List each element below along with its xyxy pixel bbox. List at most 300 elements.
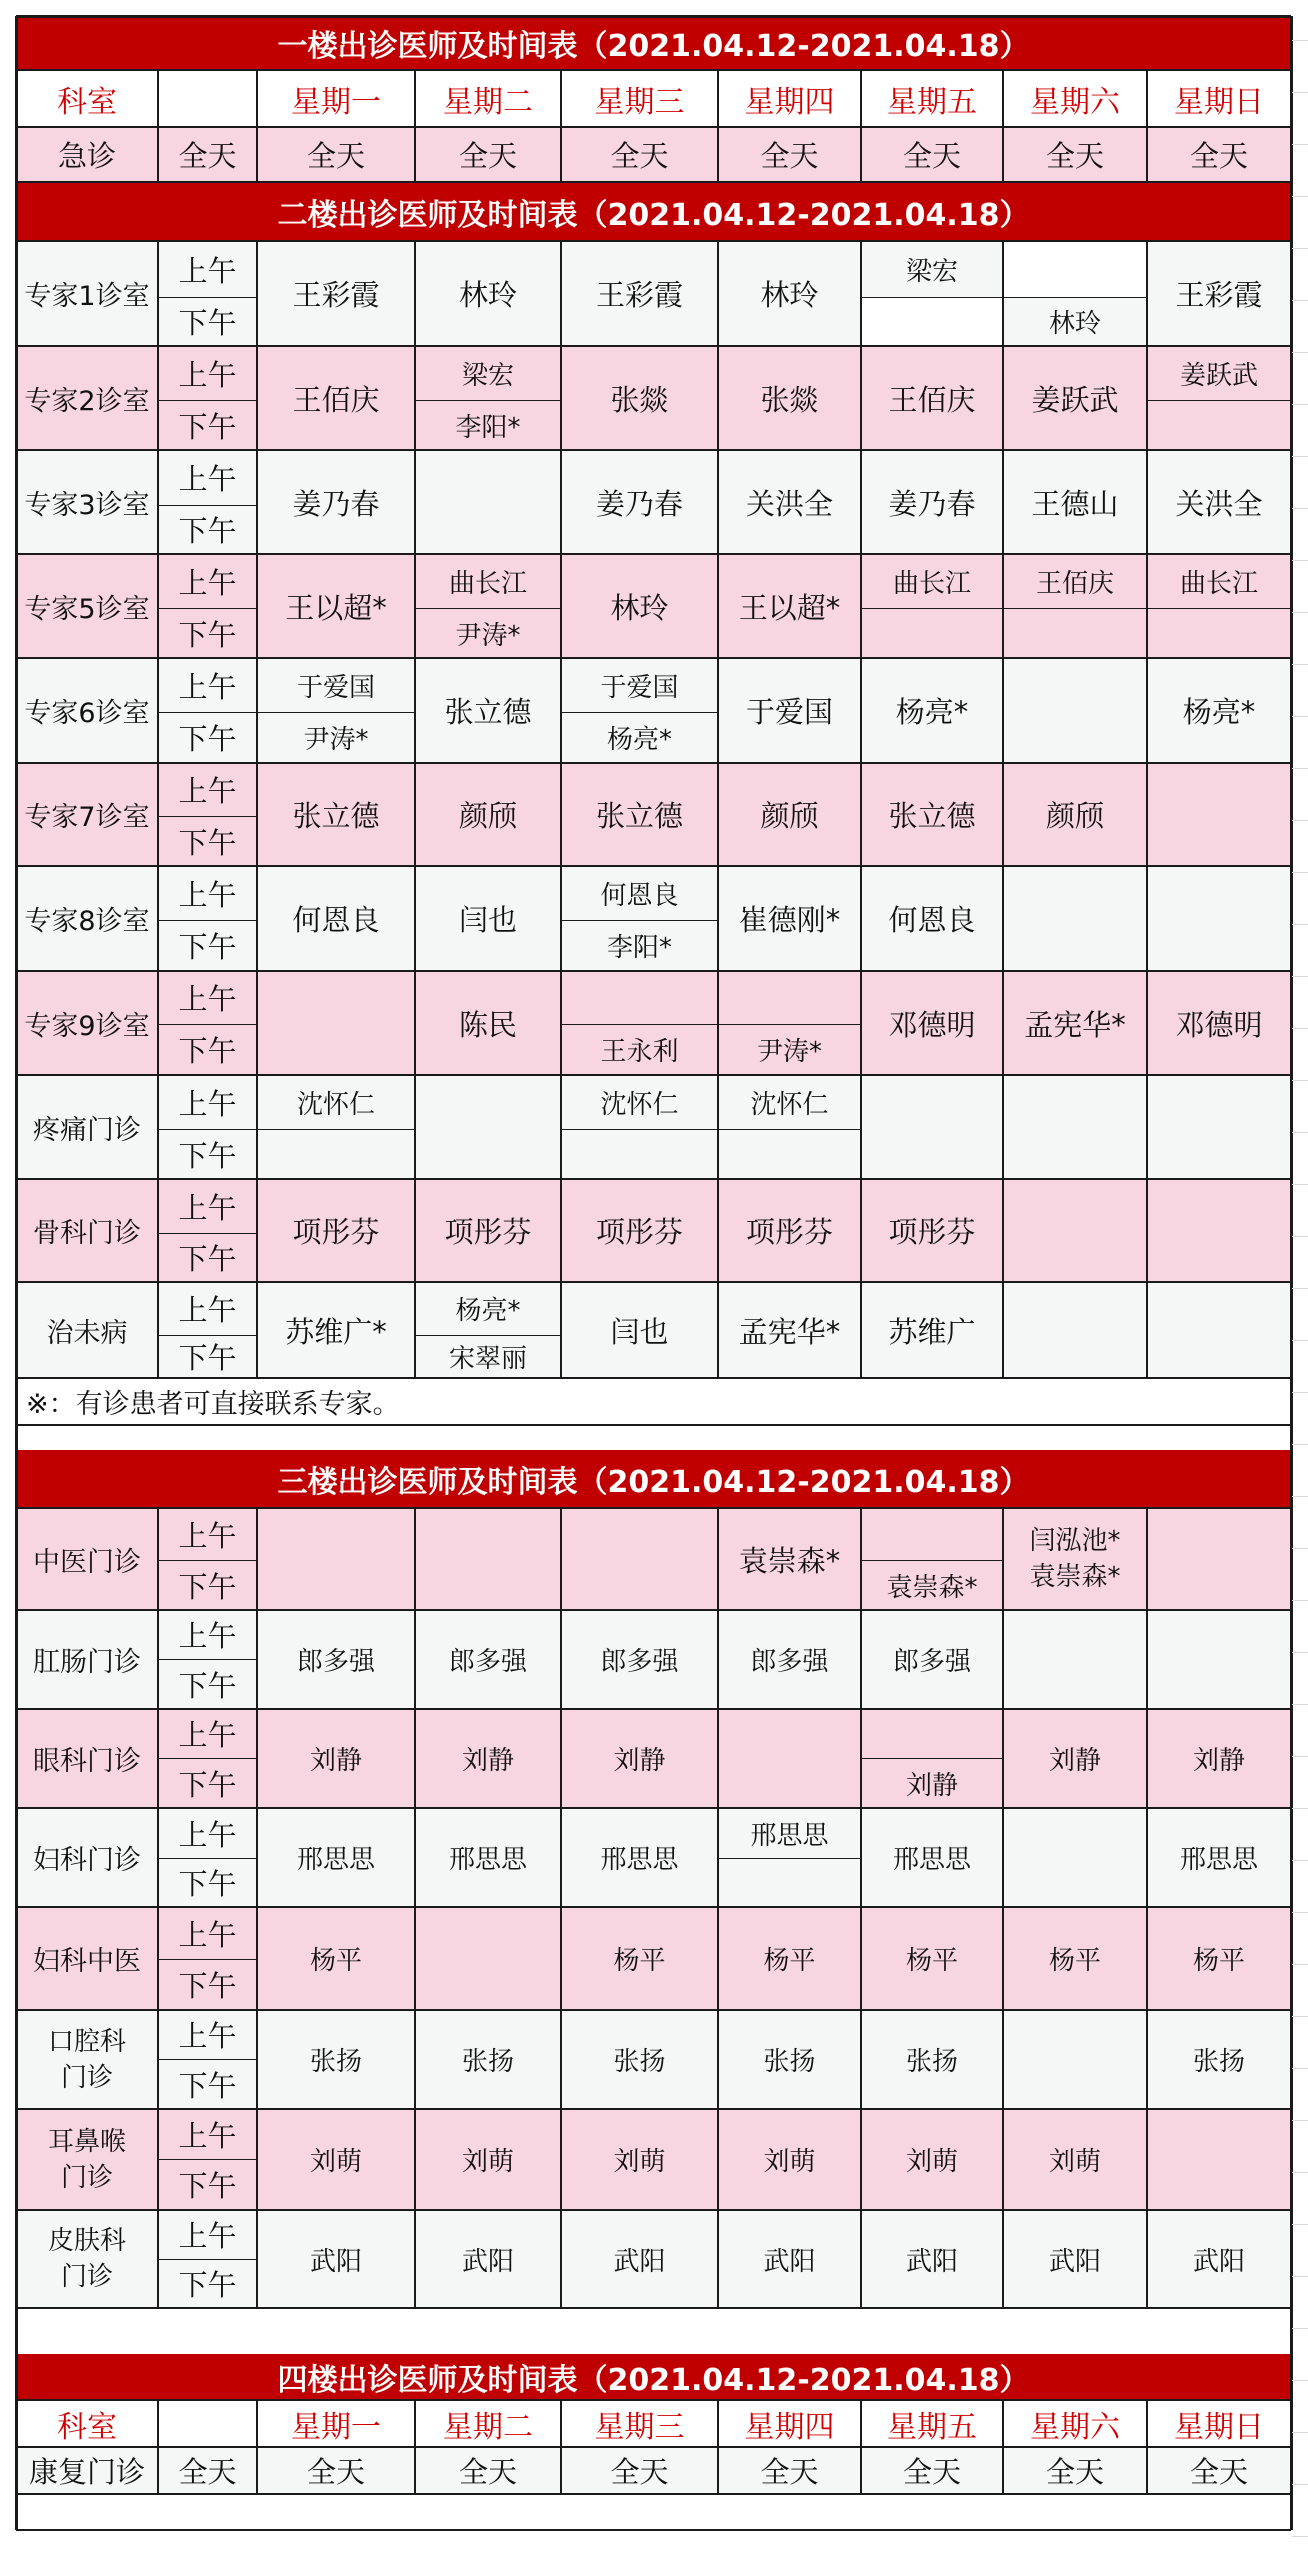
floor2-dept-4: 专家6诊室 [16,658,158,763]
grid-line-v [157,1508,159,1610]
floor2-dept-1: 专家2诊室 [16,346,158,450]
floor1-header-5: 星期四 [718,70,861,127]
floor2-cell-5-1-f: 颜颀 [415,763,561,866]
floor2-cell-3-5-a: 王佰庆 [1003,554,1147,608]
grid-line-h [158,712,257,713]
floor2-cell-10-4-f: 苏维广 [861,1282,1003,1378]
sheet-gridline [1292,820,1308,821]
grid-line-v [414,1907,416,2010]
floor2-cell-0-3-f: 林玲 [718,241,861,346]
grid-line-v [256,1709,258,1808]
grid-line-v [1002,866,1004,971]
floor2-cell-8-5-f [1003,1075,1147,1179]
floor3-pm-1: 下午 [158,1659,257,1709]
floor2-pm-9: 下午 [158,1233,257,1282]
grid-line-v [157,346,159,450]
grid-line-v [157,2010,159,2109]
floor3-cell-0-3-f: 袁崇森* [718,1508,861,1610]
floor2-cell-2-5-f: 王德山 [1003,450,1147,554]
floor3-cell-1-2-f: 郎多强 [561,1610,718,1709]
grid-line-v [414,658,416,763]
grid-line-v [1002,1907,1004,2010]
grid-line-v [414,241,416,346]
floor1-day-1: 全天 [415,127,561,182]
floor2-cell-4-2-a: 于爱国 [561,658,718,712]
floor2-cell-8-1-f [415,1075,561,1179]
sheet-gridline [1292,872,1308,873]
floor2-dept-10: 治未病 [16,1282,158,1378]
floor3-cell-1-4-f: 郎多强 [861,1610,1003,1709]
grid-line-h [1147,400,1291,401]
grid-line-h [158,1858,257,1859]
floor2-cell-10-0-f: 苏维广* [257,1282,415,1378]
sheet-gridline [1292,1392,1308,1393]
grid-line-h [415,608,561,609]
grid-line-v [414,2400,416,2494]
grid-line-h [16,2446,1291,2448]
floor2-cell-6-1-f: 闫也 [415,866,561,971]
grid-line-v [560,1610,562,1709]
floor2-cell-0-0-f: 王彩霞 [257,241,415,346]
sheet-gridline [1292,2120,1308,2121]
floor3-cell-0-2-f [561,1508,718,1610]
sheet-gridline [1292,2224,1308,2225]
floor2-cell-0-5-p: 林玲 [1003,297,1147,346]
grid-line-v [1002,2400,1004,2494]
grid-line-v [1002,1610,1004,1709]
grid-line-v [717,70,719,182]
floor4-period: 全天 [158,2447,257,2494]
floor1-day-6: 全天 [1147,127,1291,182]
floor3-cell-0-5-f: 闫泓池* 袁崇森* [1003,1508,1147,1610]
grid-line-v [860,1709,862,1808]
grid-line-h [158,2159,257,2160]
grid-line-v [1146,1808,1148,1907]
sheet-gridline [1292,196,1308,197]
sheet-gridline [1292,508,1308,509]
grid-line-h [16,15,1291,18]
grid-line-v [860,2010,862,2109]
grid-line-h [16,240,1291,242]
grid-line-v [256,554,258,658]
grid-line-v [860,241,862,346]
floor2-cell-1-5-f: 姜跃武 [1003,346,1147,450]
floor2-cell-7-1-f: 陈民 [415,971,561,1075]
grid-line-h [561,1129,718,1130]
floor1-header-2: 星期一 [257,70,415,127]
grid-line-h [415,1335,561,1336]
grid-line-v [256,2010,258,2109]
floor3-cell-3-3-a: 邢思思 [718,1808,861,1858]
grid-line-v [1146,1508,1148,1610]
floor4-header-7: 星期六 [1003,2400,1147,2447]
grid-line-v [560,1075,562,1179]
floor2-dept-7: 专家9诊室 [16,971,158,1075]
grid-line-v [860,1508,862,1610]
sheet-gridline [1292,716,1308,717]
floor3-title: 三楼出诊医师及时间表（2021.04.12-2021.04.18） [16,1450,1291,1508]
grid-line-v [1002,2109,1004,2210]
floor2-spacer [16,1425,1291,1450]
floor2-note: ※：有诊患者可直接联系专家。 [16,1378,1291,1425]
grid-line-v [1002,450,1004,554]
sheet-gridline [1292,924,1308,925]
sheet-gridline [1292,2016,1308,2017]
grid-line-v [414,1508,416,1610]
floor2-am-5: 上午 [158,763,257,816]
floor2-cell-8-0-pe [257,1129,415,1179]
grid-line-v [1146,866,1148,971]
floor2-dept-2: 专家3诊室 [16,450,158,554]
grid-line-v [1146,658,1148,763]
grid-line-v [560,1508,562,1610]
grid-line-h [561,712,718,713]
floor1-day-2: 全天 [561,127,718,182]
grid-line-v [860,866,862,971]
grid-line-v [717,554,719,658]
floor2-cell-6-6-f [1147,866,1291,971]
grid-line-h [16,345,1291,347]
floor3-cell-6-5-f: 刘萌 [1003,2109,1147,2210]
grid-line-v [414,70,416,182]
floor2-cell-3-0-f: 王以超* [257,554,415,658]
grid-line-h [16,970,1291,972]
floor3-am-6: 上午 [158,2109,257,2159]
grid-line-v [1002,554,1004,658]
floor3-cell-3-4-f: 邢思思 [861,1808,1003,1907]
grid-line-v [1002,1709,1004,1808]
floor2-cell-2-0-f: 姜乃春 [257,450,415,554]
floor4-spacer [16,2494,1291,2530]
sheet-gridline [1292,92,1308,93]
floor2-cell-8-2-a: 沈怀仁 [561,1075,718,1129]
floor2-am-2: 上午 [158,450,257,505]
grid-line-v [157,70,159,182]
floor2-cell-6-4-f: 何恩良 [861,866,1003,971]
grid-line-v [1146,1907,1148,2010]
grid-line-v [1002,971,1004,1075]
grid-line-v [860,1075,862,1179]
grid-line-v [1002,1508,1004,1610]
grid-line-v [717,2400,719,2494]
floor1-day-3: 全天 [718,127,861,182]
floor3-cell-5-2-f: 张扬 [561,2010,718,2109]
floor3-cell-7-6-f: 武阳 [1147,2210,1291,2308]
grid-line-v [1002,346,1004,450]
floor2-cell-1-1-a: 梁宏 [415,346,561,400]
floor2-cell-3-1-a: 曲长江 [415,554,561,608]
floor3-cell-7-5-f: 武阳 [1003,2210,1147,2308]
grid-line-v [157,450,159,554]
floor3-cell-7-1-f: 武阳 [415,2210,561,2308]
sheet-gridline [1292,300,1308,301]
grid-line-v [256,346,258,450]
floor2-cell-8-6-f [1147,1075,1291,1179]
grid-line-h [257,712,415,713]
sheet-gridline [1292,2068,1308,2069]
floor2-cell-8-0-a: 沈怀仁 [257,1075,415,1129]
grid-line-v [860,658,862,763]
grid-line-v [1002,241,1004,346]
floor2-cell-1-1-p: 李阳* [415,400,561,450]
grid-line-h [16,1708,1291,1710]
floor2-cell-3-4-a: 曲长江 [861,554,1003,608]
floor3-cell-6-4-f: 刘萌 [861,2109,1003,2210]
floor2-cell-10-3-f: 孟宪华* [718,1282,861,1378]
sheet-gridline [1292,1704,1308,1705]
grid-line-v [717,2109,719,2210]
floor2-cell-9-5-f [1003,1179,1147,1282]
grid-line-v [1146,554,1148,658]
sheet-gridline [1292,1496,1308,1497]
sheet-gridline [1292,404,1308,405]
sheet-gridline [1292,1340,1308,1341]
floor2-pm-3: 下午 [158,608,257,658]
floor4-day-4: 全天 [861,2447,1003,2494]
floor2-cell-0-2-f: 王彩霞 [561,241,718,346]
sheet-gridline [1292,248,1308,249]
grid-line-h [16,1377,1291,1379]
floor2-cell-3-1-p: 尹涛* [415,608,561,658]
floor2-pm-6: 下午 [158,920,257,971]
floor2-dept-0: 专家1诊室 [16,241,158,346]
grid-line-v [717,1610,719,1709]
sheet-gridline [1292,2484,1308,2485]
floor2-cell-4-2-p: 杨亮* [561,712,718,763]
floor2-cell-4-4-f: 杨亮* [861,658,1003,763]
floor3-cell-5-4-f: 张扬 [861,2010,1003,2109]
sheet-gridline [1292,1444,1308,1445]
floor3-cell-4-1-f [415,1907,561,2010]
floor2-cell-10-5-f [1003,1282,1147,1378]
floor4-header-4: 星期三 [561,2400,718,2447]
sheet-gridline [1292,1132,1308,1133]
floor1-header-4: 星期三 [561,70,718,127]
floor1-day-0: 全天 [257,127,415,182]
floor2-cell-0-1-f: 林玲 [415,241,561,346]
floor2-cell-6-2-p: 李阳* [561,920,718,971]
sheet-gridline [1292,1808,1308,1809]
grid-line-v [414,2109,416,2210]
grid-line-v [414,1610,416,1709]
grid-line-v [414,1808,416,1907]
grid-line-v [1146,1075,1148,1179]
floor3-pm-6: 下午 [158,2159,257,2210]
floor3-cell-2-3-f [718,1709,861,1808]
floor3-cell-3-3-pe [718,1858,861,1907]
grid-line-v [560,2400,562,2494]
sheet-gridlines [1292,0,1308,2556]
grid-line-v [1002,763,1004,866]
sheet-gridline [1292,1912,1308,1913]
floor3-cell-0-1-f [415,1508,561,1610]
floor2-cell-8-3-a: 沈怀仁 [718,1075,861,1129]
floor4-dept: 康复门诊 [16,2447,158,2494]
floor2-cell-9-6-f [1147,1179,1291,1282]
grid-line-v [717,1907,719,2010]
grid-line-h [158,1335,257,1336]
grid-line-h [718,1858,861,1859]
grid-line-v [157,1075,159,1179]
floor3-cell-2-5-f: 刘静 [1003,1709,1147,1808]
floor3-cell-1-0-f: 郎多强 [257,1610,415,1709]
grid-line-v [414,866,416,971]
grid-line-v [414,1282,416,1378]
grid-line-v [717,2010,719,2109]
grid-line-v [860,450,862,554]
grid-line-v [256,1075,258,1179]
grid-line-h [16,69,1291,71]
floor2-cell-7-4-f: 邓德明 [861,971,1003,1075]
floor2-cell-4-1-f: 张立德 [415,658,561,763]
floor2-am-4: 上午 [158,658,257,712]
grid-line-h [718,1129,861,1130]
grid-line-h [861,608,1003,609]
grid-line-h [158,1233,257,1234]
floor3-cell-5-5-f [1003,2010,1147,2109]
floor2-pm-5: 下午 [158,816,257,866]
grid-line-h [158,400,257,401]
grid-line-h [16,2009,1291,2011]
grid-line-v [560,1808,562,1907]
grid-line-v [860,2109,862,2210]
floor4-header-6: 星期五 [861,2400,1003,2447]
floor3-cell-0-4-ae [861,1508,1003,1560]
grid-line-v [717,866,719,971]
grid-line-v [560,346,562,450]
grid-line-h [158,1024,257,1025]
grid-line-v [414,2210,416,2308]
floor4-header-1 [158,2400,257,2447]
grid-line-v [560,2109,562,2210]
grid-line-v [860,1610,862,1709]
floor2-cell-5-0-f: 张立德 [257,763,415,866]
grid-line-v [157,1907,159,2010]
grid-line-h [16,1074,1291,1076]
grid-line-v [560,1179,562,1282]
floor2-cell-5-4-f: 张立德 [861,763,1003,866]
floor3-am-2: 上午 [158,1709,257,1758]
floor3-cell-2-6-f: 刘静 [1147,1709,1291,1808]
floor2-cell-4-0-p: 尹涛* [257,712,415,763]
floor2-cell-7-3-p: 尹涛* [718,1024,861,1075]
grid-line-v [1002,2010,1004,2109]
floor2-cell-4-6-f: 杨亮* [1147,658,1291,763]
floor3-cell-4-6-f: 杨平 [1147,1907,1291,2010]
floor2-am-8: 上午 [158,1075,257,1129]
grid-line-h [16,181,1291,183]
floor3-cell-2-4-p: 刘静 [861,1758,1003,1808]
grid-line-v [256,1282,258,1378]
sheet-gridline [1292,768,1308,769]
sheet-gridline [1292,612,1308,613]
grid-line-v [414,450,416,554]
grid-line-h [16,2307,1291,2309]
floor4-day-1: 全天 [415,2447,561,2494]
sheet-gridline [1292,2328,1308,2329]
grid-line-h [158,920,257,921]
floor3-cell-4-5-f: 杨平 [1003,1907,1147,2010]
floor2-cell-1-6-pe [1147,400,1291,450]
sheet-gridline [1292,40,1308,41]
grid-line-v [1146,346,1148,450]
floor3-cell-1-6-f [1147,1610,1291,1709]
floor2-pm-7: 下午 [158,1024,257,1075]
floor2-title: 二楼出诊医师及时间表（2021.04.12-2021.04.18） [16,182,1291,241]
floor2-am-6: 上午 [158,866,257,920]
sheet-gridline [1292,2276,1308,2277]
floor2-dept-9: 骨科门诊 [16,1179,158,1282]
floor2-cell-10-2-f: 闫也 [561,1282,718,1378]
grid-line-v [860,1179,862,1282]
floor3-pm-7: 下午 [158,2259,257,2308]
floor2-dept-3: 专家5诊室 [16,554,158,658]
floor2-cell-7-3-ae [718,971,861,1024]
floor2-am-3: 上午 [158,554,257,608]
grid-line-h [158,608,257,609]
grid-line-v [256,763,258,866]
grid-line-h [561,1024,718,1025]
grid-line-v [1146,1282,1148,1378]
grid-line-v [256,866,258,971]
floor2-cell-5-3-f: 颜颀 [718,763,861,866]
floor2-cell-0-6-f: 王彩霞 [1147,241,1291,346]
grid-line-h [861,297,1003,298]
grid-line-v [560,971,562,1075]
floor4-header-5: 星期四 [718,2400,861,2447]
grid-line-v [560,1282,562,1378]
floor2-cell-7-6-f: 邓德明 [1147,971,1291,1075]
grid-line-h [16,762,1291,764]
grid-line-v [1146,1709,1148,1808]
grid-line-h [861,1758,1003,1759]
floor2-cell-2-3-f: 关洪全 [718,450,861,554]
floor3-cell-7-4-f: 武阳 [861,2210,1003,2308]
floor3-cell-0-0-f [257,1508,415,1610]
floor2-cell-9-3-f: 项彤芬 [718,1179,861,1282]
floor4-day-6: 全天 [1147,2447,1291,2494]
grid-line-h [16,1906,1291,1908]
grid-line-h [16,2399,1291,2401]
grid-line-v [717,658,719,763]
grid-line-v [256,1610,258,1709]
floor3-cell-5-3-f: 张扬 [718,2010,861,2109]
grid-line-v [560,2210,562,2308]
grid-line-v [256,2109,258,2210]
floor3-cell-6-3-f: 刘萌 [718,2109,861,2210]
grid-line-h [16,2529,1291,2531]
sheet-gridline [1292,1964,1308,1965]
grid-line-v [157,1282,159,1378]
floor4-header-2: 星期一 [257,2400,415,2447]
grid-line-v [256,1508,258,1610]
floor2-cell-1-2-f: 张燚 [561,346,718,450]
grid-line-h [415,400,561,401]
floor2-am-9: 上午 [158,1179,257,1233]
floor1-header-6: 星期五 [861,70,1003,127]
grid-line-v [717,346,719,450]
grid-line-v [560,450,562,554]
grid-line-v [256,1907,258,2010]
floor1-day-5: 全天 [1003,127,1147,182]
grid-line-v [1002,70,1004,182]
grid-line-v [414,1709,416,1808]
floor3-am-4: 上午 [158,1907,257,1959]
floor3-pm-0: 下午 [158,1560,257,1610]
grid-line-v [256,1179,258,1282]
floor3-cell-0-4-p: 袁崇森* [861,1560,1003,1610]
grid-line-v [1146,971,1148,1075]
